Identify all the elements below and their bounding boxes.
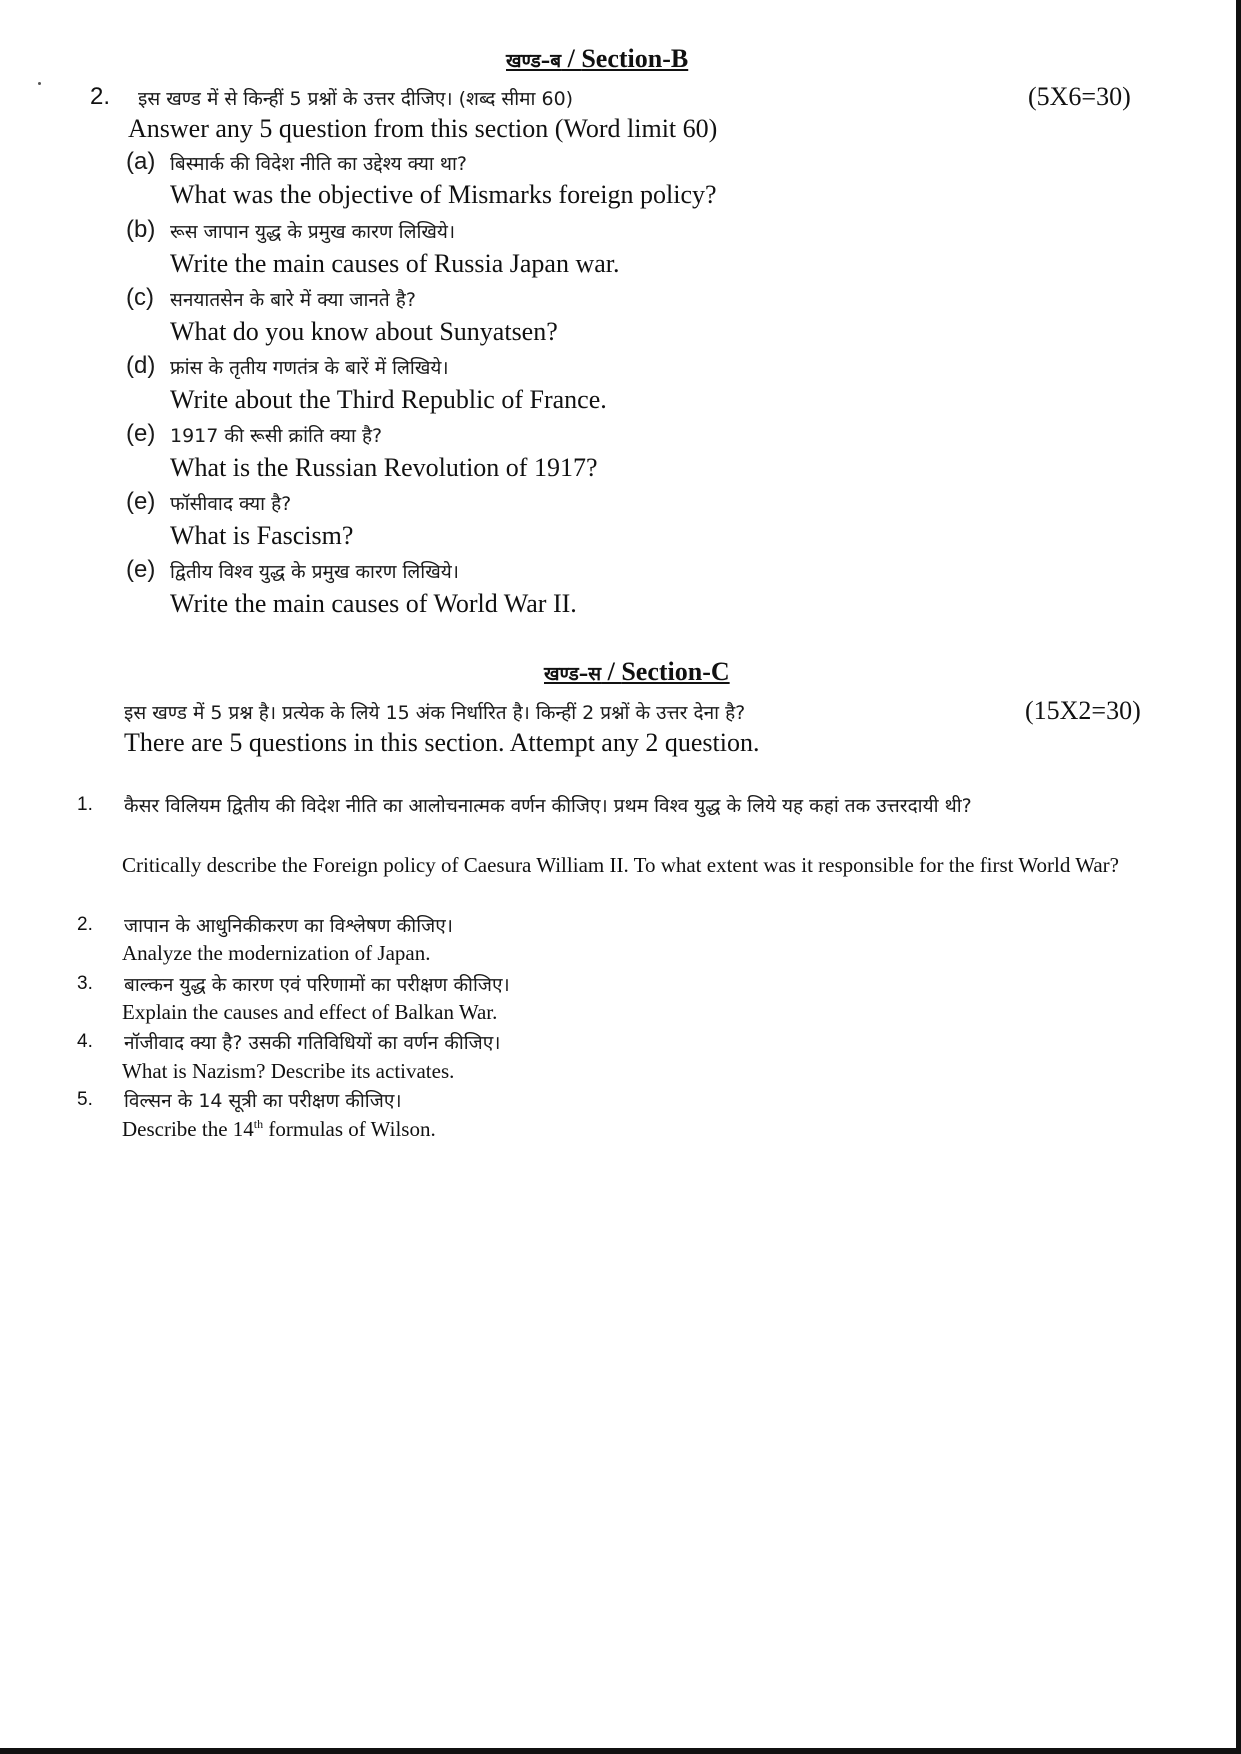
question-en: Critically describe the Foreign policy of Caesura William II. To what extent was it responsible for the first World War? [122,853,1119,877]
section-c-marks: (15X2=30) [1025,696,1141,725]
question-hi: जापान के आधुनिकीकरण का विश्लेषण कीजिए। [124,915,453,937]
question-en-after: formulas of Wilson. [263,1117,436,1141]
item-letter: (e) [126,556,156,583]
item-letter: (b) [126,216,156,243]
question-en: What is Nazism? Describe its activates. [122,1059,455,1083]
section-c-heading-en: Section-C [621,657,730,686]
item-hi: फ्रांस के तृतीय गणतंत्र के बारें में लिखिये। [170,357,449,379]
question-en-superscript: th [253,1117,264,1131]
question-en: Analyze the modernization of Japan. [122,941,431,965]
question-number: 2. [77,914,93,935]
question-hi: नॉजीवाद क्या है? उसकी गतिविधियों का वर्णन कीजिए। [124,1032,501,1054]
question-number: 4. [77,1031,93,1052]
question-en: Explain the causes and effect of Balkan War. [122,1000,498,1024]
question-en-before: Describe the 14 [122,1117,254,1141]
item-hi: रूस जापान युद्ध के प्रमुख कारण लिखिये। [170,221,456,243]
section-b-heading-en: Section-B [581,44,689,73]
item-letter: (c) [126,284,154,311]
item-en: What was the objective of Mismarks foreign policy? [170,180,717,209]
section-c-instruction-en: There are 5 questions in this section. Attempt any 2 question. [124,728,760,757]
section-b-marks: (5X6=30) [1028,82,1131,111]
question-number: 1. [77,794,93,815]
item-en: What do you know about Sunyatsen? [170,317,558,346]
item-en: Write about the Third Republic of France. [170,385,607,414]
section-b-heading-sep: / [561,44,582,73]
item-letter: (e) [126,488,156,515]
item-hi: फॉसीवाद क्या है? [170,493,292,515]
section-b-question-number: 2. [90,83,111,110]
item-letter: (e) [126,420,156,447]
scan-edge-right [1236,0,1241,1754]
item-letter: (a) [126,148,156,175]
section-c-heading [544,657,730,687]
scan-edge-bottom [0,1748,1241,1754]
question-hi: विल्सन के 14 सूत्री का परीक्षण कीजिए। [124,1090,402,1112]
item-hi: 1917 की रूसी क्रांति क्या है? [170,425,383,447]
item-hi: बिस्मार्क की विदेश नीति का उद्देश्य क्या था? [170,153,468,175]
section-c-heading-sep: / [601,657,622,686]
item-hi: सनयातसेन के बारे में क्या जानते है? [170,289,416,311]
question-hi: कैसर विलियम द्वितीय की विदेश नीति का आलोचनात्मक वर्णन कीजिए। प्रथम विश्व युद्ध के लिये यह कहां तक उत्तरदायी थी? [124,795,972,817]
question-number: 5. [77,1089,93,1110]
question-hi: बाल्कन युद्ध के कारण एवं परिणामों का परीक्षण कीजिए। [124,974,510,996]
section-c-instruction-hi: इस खण्ड में 5 प्रश्न है। प्रत्येक के लिये 15 अंक निर्धारित है। किन्हीं 2 प्रश्नों के उत्तर देना है? [124,702,746,724]
section-b-instruction-en: Answer any 5 question from this section (Word limit 60) [128,114,718,143]
item-letter: (d) [126,352,156,379]
item-hi: द्वितीय विश्व युद्ध के प्रमुख कारण लिखिये। [170,561,459,583]
section-b-heading [506,44,688,74]
item-en: What is Fascism? [170,521,354,550]
item-en: Write the main causes of Russia Japan war. [170,249,620,278]
section-b-instruction-hi: इस खण्ड में से किन्हीं 5 प्रश्नों के उत्तर दीजिए। (शब्द सीमा 60) [138,88,574,110]
section-c-heading-hi: खण्ड–स [544,663,602,685]
item-en: Write the main causes of World War II. [170,589,577,618]
question-number: 3. [77,973,93,994]
section-b-heading-hi: खण्ड–ब [506,50,562,72]
item-en: What is the Russian Revolution of 1917? [170,453,598,482]
question-en [122,1117,436,1142]
scan-speck [38,82,41,85]
